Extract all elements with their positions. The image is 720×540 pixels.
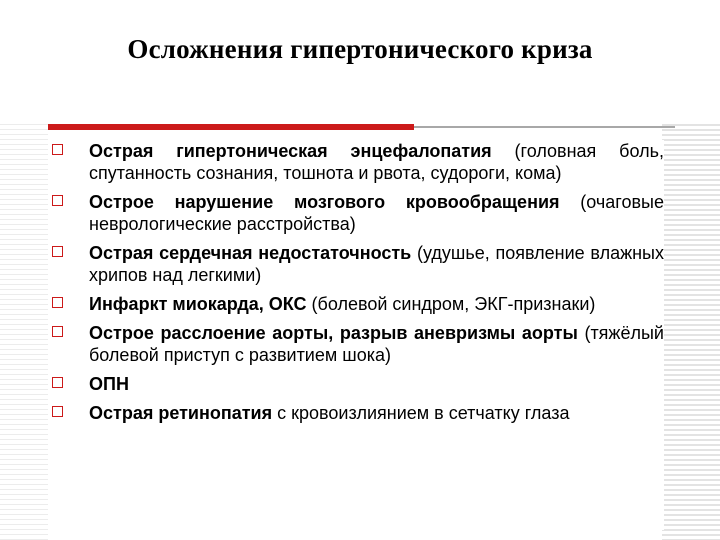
square-bullet-icon [52, 297, 63, 308]
square-bullet-icon [52, 377, 63, 388]
divider-red-segment [48, 124, 414, 130]
item-heading: Острая гипертоническая энцефалопатия [89, 141, 492, 161]
list-item [52, 293, 664, 315]
square-bullet-icon [52, 246, 63, 257]
background-stripes-right [662, 124, 720, 540]
list-item [52, 191, 664, 235]
list-item [52, 322, 664, 366]
item-detail: (очаговые неврологические расстройства) [89, 192, 664, 234]
list-item [52, 140, 664, 184]
divider-grey-segment [414, 126, 675, 128]
list-item [52, 242, 664, 286]
list-item [52, 402, 664, 424]
square-bullet-icon [52, 144, 63, 155]
complications-list [52, 140, 664, 424]
item-detail: (болевой синдром, ЭКГ-признаки) [306, 294, 596, 314]
slide-content [52, 140, 664, 530]
square-bullet-icon [52, 326, 63, 337]
list-item [52, 373, 664, 395]
slide-title: Осложнения гипертонического криза [127, 34, 593, 64]
item-detail: (тяжёлый болевой приступ с развитием шока) [89, 323, 664, 365]
square-bullet-icon [52, 195, 63, 206]
item-detail: с кровоизлиянием в сетчатку глаза [272, 403, 570, 423]
item-detail: (головная боль, спутанность сознания, тошнота и рвота, судороги, кома) [89, 141, 664, 183]
square-bullet-icon [52, 406, 63, 417]
item-heading: Острая ретинопатия [89, 403, 273, 423]
item-heading: Острое расслоение аорты, разрыв аневризмы аорты [89, 323, 578, 343]
background-stripes-left [0, 124, 48, 540]
item-heading: ОПН [89, 374, 129, 394]
item-detail: (удушье, появление влажных хрипов над легкими) [89, 243, 664, 285]
item-heading: Острая сердечная недостаточность [89, 243, 412, 263]
title-divider [48, 124, 675, 130]
item-heading: Острое нарушение мозгового кровообращения [89, 192, 560, 212]
item-heading: Инфаркт миокарда, ОКС [89, 294, 307, 314]
